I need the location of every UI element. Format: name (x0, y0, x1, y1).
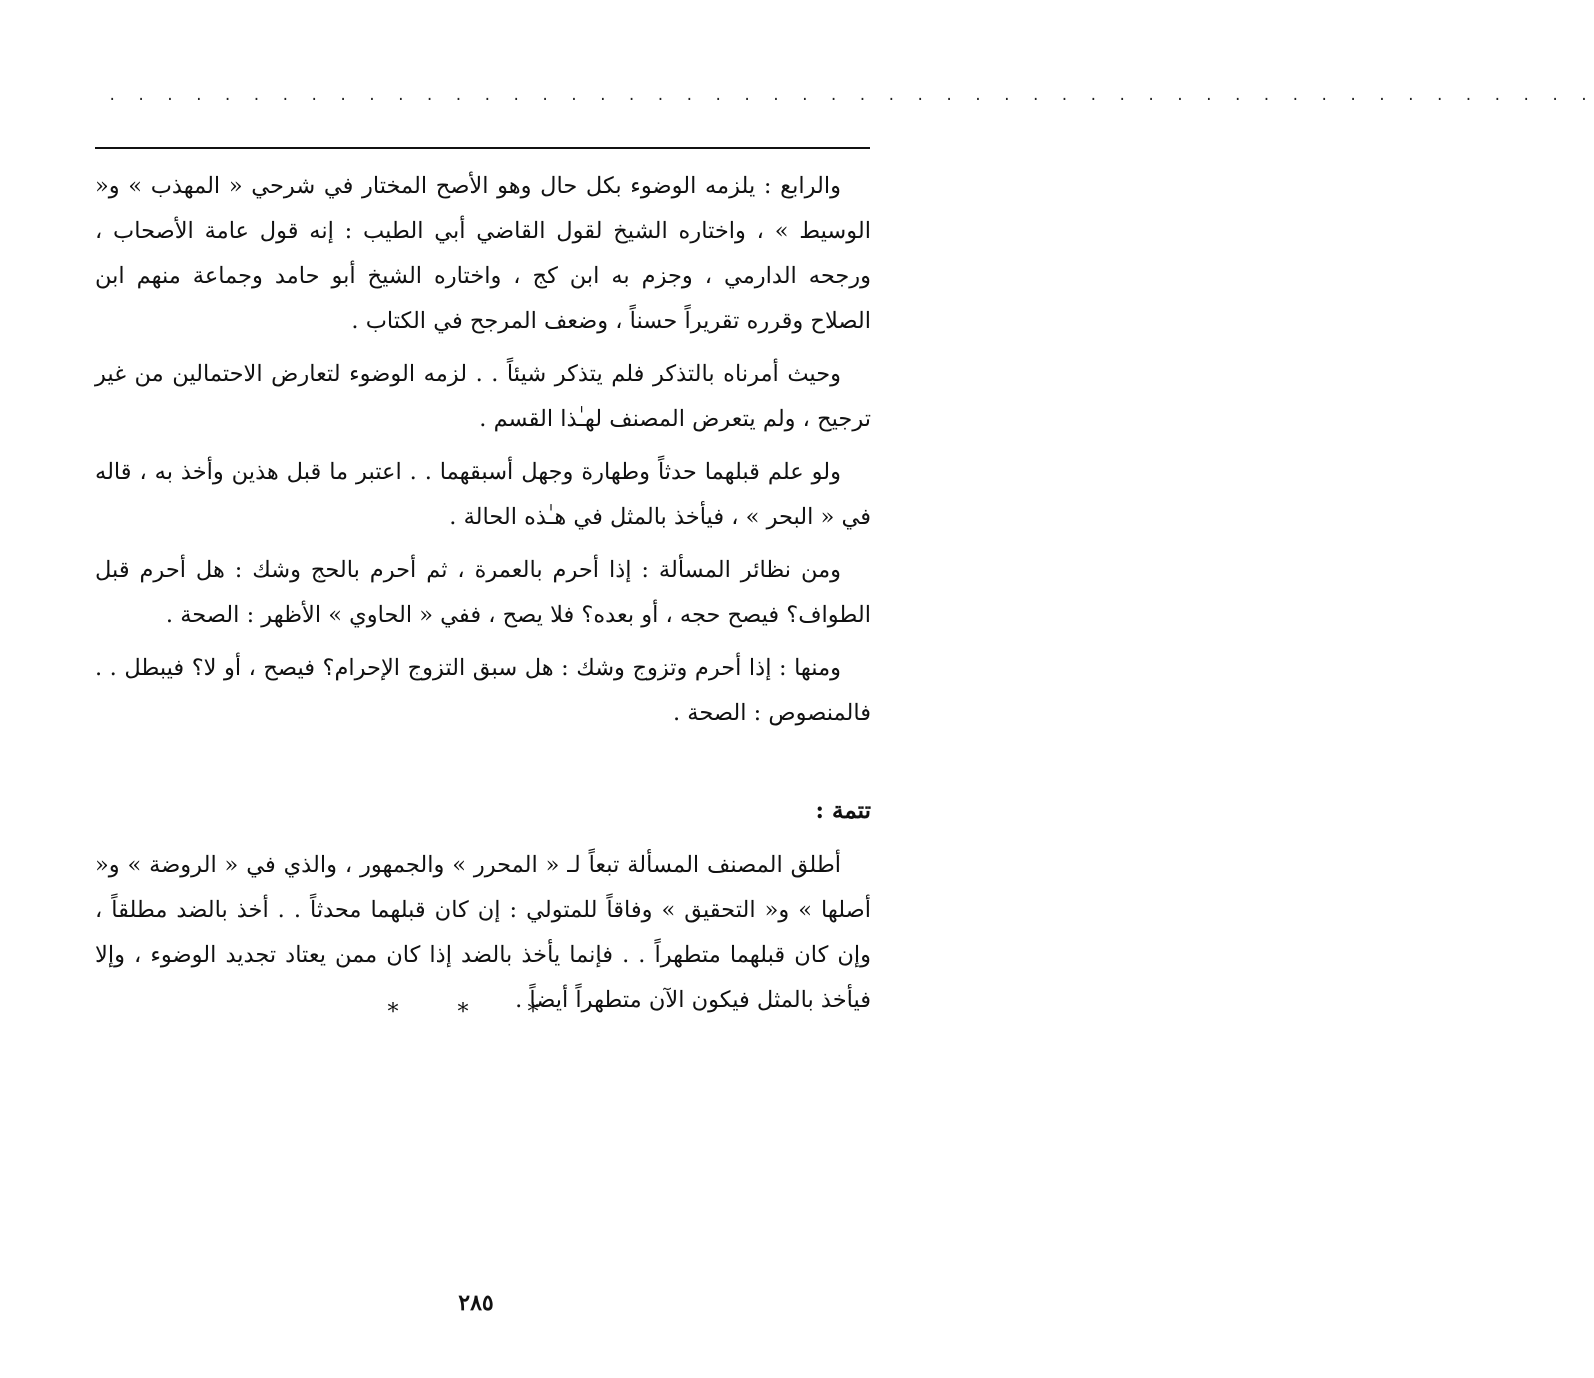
section-heading-tatimma: تتمة : (815, 797, 871, 824)
main-text (95, 164, 871, 1023)
header-dotted-line: . . . . . . . . . . . . . . . . . . . . . . . . . . . . . . . . . . . . . . . . . . . . . . . . . . . . (108, 88, 1594, 104)
paragraph-3: ولو علم قبلهما حدثاً وطهارة وجهل أسبقهما . . اعتبر ما قبل هذين وأخذ به ، قاله في « البحر » ، فيأخذ بالمثل في هـٰذه الحالة . (95, 459, 871, 530)
header-rule (95, 147, 870, 149)
paragraph-2: وحيث أمرناه بالتذكر فلم يتذكر شيئاً . . لزمه الوضوء لتعارض الاحتمالين من غير ترجيح ، ولم يتعرض المصنف لهـٰذا القسم . (95, 361, 871, 432)
paragraph-4: ومن نظائر المسألة : إذا أحرم بالعمرة ، ثم أحرم بالحج وشك : هل أحرم قبل الطواف؟ فيصح حجه ، أو بعده؟ فلا يصح ، ففي « الحاوي » الأظهر : الصحة . (95, 557, 871, 628)
page-number: ٢٨٥ (458, 1290, 494, 1316)
paragraph-1: والرابع : يلزمه الوضوء بكل حال وهو الأصح المختار في شرحي « المهذب » و« الوسيط » ، واختاره الشيخ لقول القاضي أبي الطيب : إنه قول عامة الأصحاب ، ورجحه الدارمي ، وجزم به ابن كج ، واختاره الشيخ أبو حامد وجماعة منهم ابن الصلاح وقرره تقريراً حسناً ، وضعف المرجح في الكتاب . (95, 173, 871, 334)
tatimma-paragraph: أطلق المصنف المسألة تبعاً لـ « المحرر » والجمهور ، والذي في « الروضة » و« أصلها » و« التحقيق » وفاقاً للمتولي : إن كان قبلهما محدثاً . . أخذ بالضد مطلقاً ، وإن كان قبلهما متطهراً . . فإنما يأخذ بالضد إذا كان ممن يعتاد تجديد الوضوء ، وإلا فيأخذ بالمثل فيكون الآن متطهراً أيضاً . (95, 852, 871, 1013)
section-separator-stars: * * * (387, 1000, 565, 1025)
paragraph-5: ومنها : إذا أحرم وتزوج وشك : هل سبق التزوج الإحرام؟ فيصح ، أو لا؟ فيبطل . . فالمنصوص : الصحة . (95, 655, 871, 726)
